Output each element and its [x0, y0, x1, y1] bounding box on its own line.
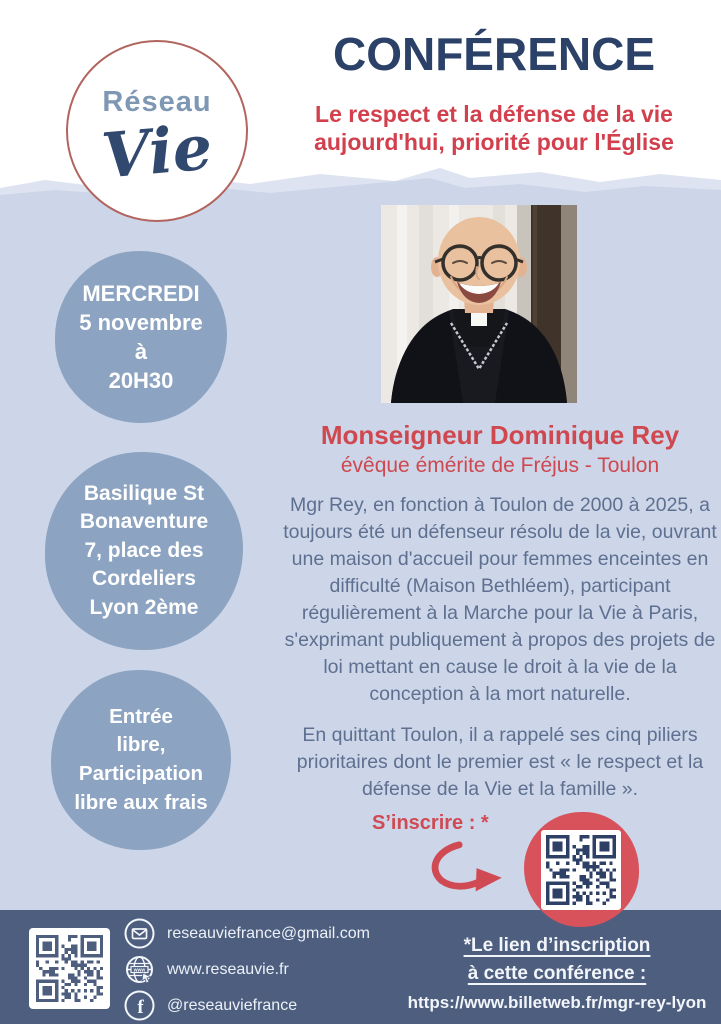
globe-icon	[124, 954, 155, 985]
date-line: MERCREDI	[82, 280, 200, 306]
bio-paragraph-2: En quittant Toulon, il a rappelé ses cinq piliers prioritaires dont le premier est « le respect et la défense de la Vie et la famille ».	[296, 724, 704, 800]
admission-circle	[51, 670, 231, 850]
admission-line: Entrée	[109, 704, 173, 728]
speaker-photo	[381, 205, 577, 403]
admission-line: libre aux frais	[74, 790, 208, 814]
footer	[0, 910, 721, 1024]
header	[284, 30, 704, 156]
svg-text:f: f	[137, 997, 144, 1018]
venue-line: Bonaventure	[79, 510, 209, 534]
curved-arrow-icon	[420, 840, 508, 902]
facebook-icon	[124, 990, 155, 1021]
date-line: 5 novembre	[79, 309, 203, 335]
speaker-name: Monseigneur Dominique Rey	[320, 420, 680, 450]
conference-title: CONFÉRENCE	[332, 28, 656, 80]
venue-line: 7, place des	[84, 538, 204, 562]
admission-line: libre,	[116, 733, 166, 757]
contact-list	[124, 918, 370, 1021]
registration-note-line2: à cette conférence :	[467, 962, 647, 984]
contact-facebook-text[interactable]: @reseauviefrance	[167, 996, 298, 1014]
register-label: S’inscrire : *	[372, 812, 489, 834]
footer-qr-code	[29, 928, 110, 1009]
venue-line: Cordeliers	[92, 567, 196, 591]
register-qr-badge	[524, 812, 639, 927]
reseau-vie-logo	[66, 40, 248, 222]
contact-facebook-row	[124, 990, 370, 1021]
date-circle	[55, 251, 227, 423]
contact-website-text[interactable]: www.reseauvie.fr	[167, 960, 289, 978]
date-line: 20H30	[108, 368, 174, 394]
venue-line: Lyon 2ème	[89, 595, 199, 619]
admission-line: Participation	[78, 762, 204, 785]
logo-reseau-text: Réseau	[102, 85, 212, 118]
registration-note	[398, 932, 716, 1014]
registration-note-line1: *Le lien d’inscription	[463, 935, 651, 956]
contact-email-text[interactable]: reseauviefrance@gmail.com	[167, 924, 370, 942]
date-line: à	[134, 339, 148, 364]
conference-subtitle: Le respect et la défense de la vie aujourd'hui, priorité pour l'Église	[314, 101, 674, 156]
register-qr-code	[541, 830, 621, 910]
email-icon	[124, 918, 155, 949]
logo-vie-text: Vie	[98, 109, 215, 193]
bio-paragraph-1: Mgr Rey, en fonction à Toulon de 2000 à 2025, a toujours été un défenseur résolu de la vie, ouvrant une maison d'accueil pour femmes enceintes en difficulté (Maison Bethléem), participant régulièrement à la Marche pour la Vie à Paris, s'exprimant publiquement à propos des projets de loi mettant en cause le droit à la vie de la conception à la mort naturelle.	[283, 494, 717, 705]
svg-text:www: www	[133, 967, 146, 974]
contact-email-row	[124, 918, 370, 949]
venue-line: Basilique St	[83, 482, 205, 506]
speaker-role: évêque émérite de Fréjus - Toulon	[340, 454, 660, 477]
contact-website-row	[124, 954, 370, 985]
venue-circle	[45, 452, 243, 650]
registration-url[interactable]: https://www.billetweb.fr/mgr-rey-lyon	[407, 993, 707, 1013]
